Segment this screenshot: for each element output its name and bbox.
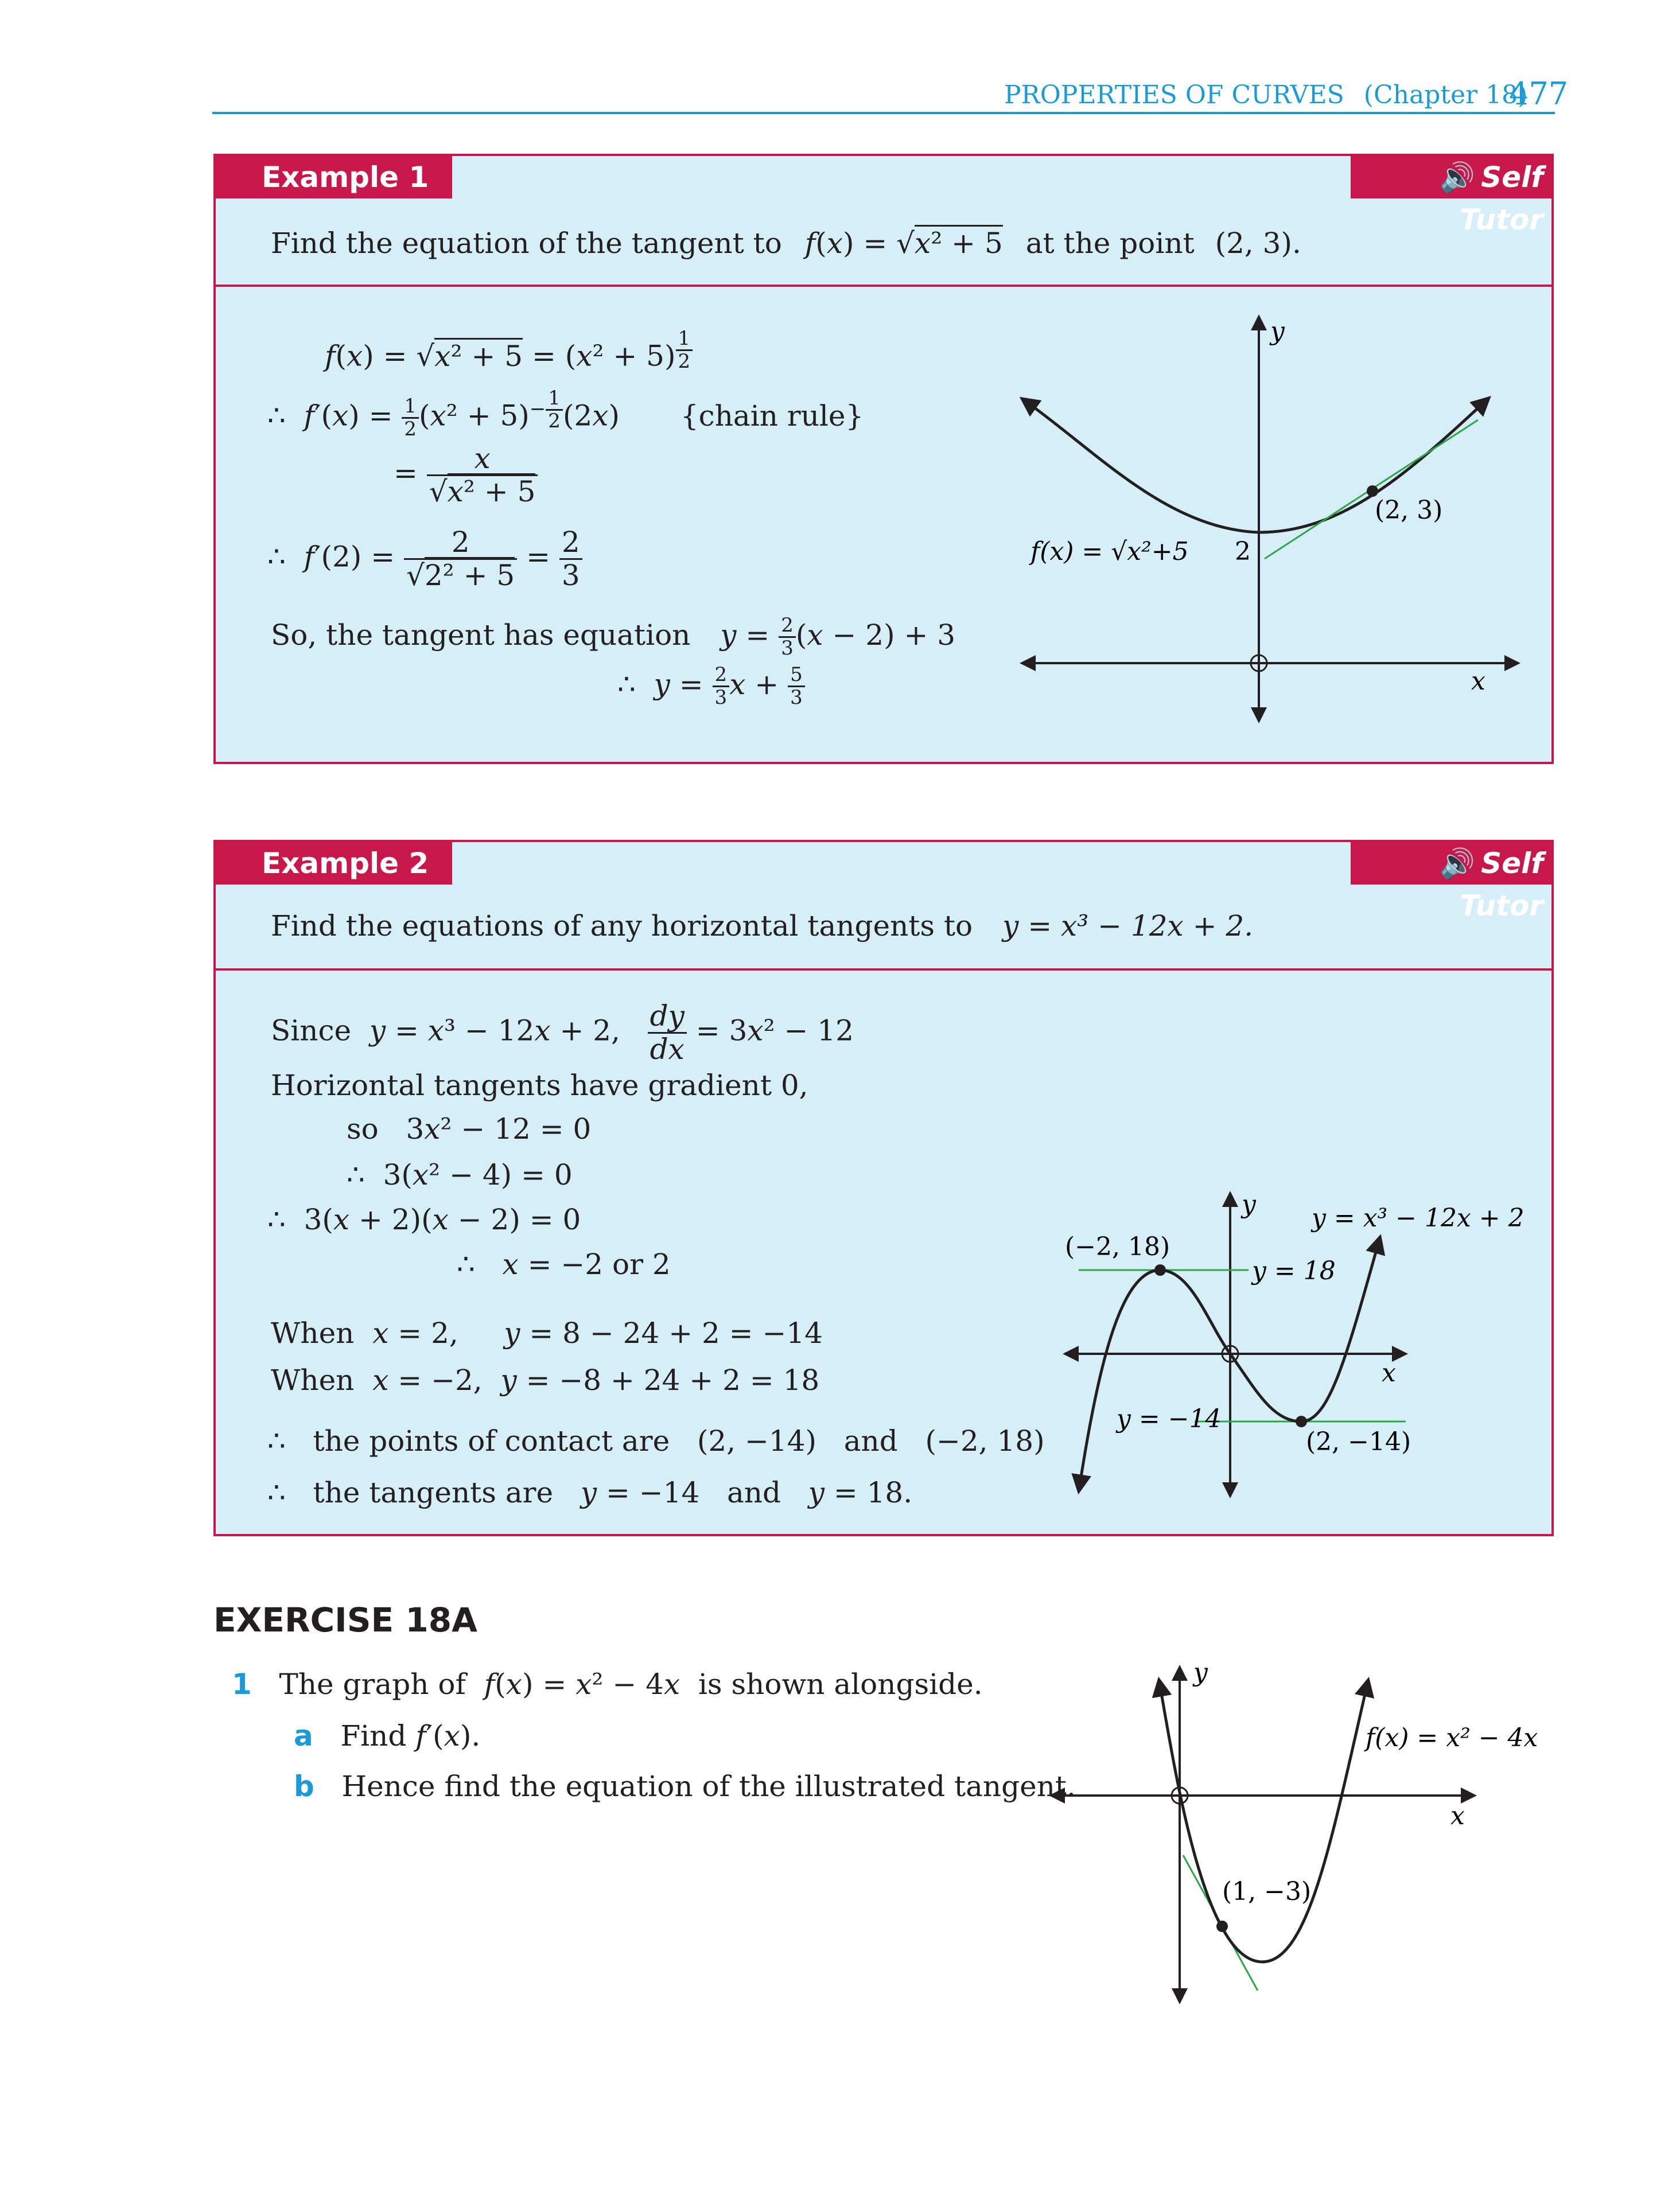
graph1-point-label: (2, 3) (1375, 496, 1443, 525)
ex2-horizontal-text: Horizontal tangents have gradient 0, (271, 1069, 808, 1102)
self-tutor-label: Self Tutor (1459, 161, 1543, 236)
when-word: When (271, 1317, 355, 1350)
self-tutor-label: Self Tutor (1459, 847, 1543, 922)
graph3-x-label: x (1450, 1801, 1465, 1831)
exercise-q1-b (294, 1769, 1076, 1804)
q1-lead: The graph of (279, 1668, 466, 1701)
when-word: When (271, 1364, 355, 1397)
example-2-tab: Example 2 (216, 842, 452, 885)
so-text: So, the tangent has equation (271, 618, 691, 652)
header-rule (212, 112, 1555, 114)
exercise-graph (1033, 1652, 1549, 2031)
ex1-tangent-line-1: So, the tangent has equation y = $\frac{2}{3}$ (x − 2) + 3 (271, 614, 956, 660)
question-point: (2, 3). (1215, 227, 1301, 260)
graph3-point-label: (1, −3) (1222, 1877, 1312, 1906)
question-number: 1 (232, 1668, 252, 1701)
since-word: Since (271, 1014, 352, 1047)
example-2-graph (216, 842, 1551, 1534)
running-title: PROPERTIES OF CURVES (1004, 80, 1344, 110)
graph1-y-label: y (1270, 317, 1285, 346)
part-a-label: a (294, 1719, 313, 1753)
exercise-q1-a: a Find f′(x). (294, 1719, 481, 1753)
tangents-text: the tangents are (313, 1476, 554, 1509)
example-1-question: Find the equation of the tangent to f(x) = √x² + 5 at the point (2, 3). (271, 226, 1301, 260)
graph2-func-label: y = x³ − 12x + 2 (1312, 1204, 1525, 1233)
graph2-max-label: (−2, 18) (1065, 1232, 1170, 1261)
point-min (1296, 1416, 1307, 1427)
page-number: 477 (1509, 76, 1569, 112)
ex2-step-1: so 3x² − 12 = 0 (347, 1112, 592, 1146)
therefore-symbol: ∴ (267, 399, 286, 433)
part-b-text: Hence find the equation of the illustrated tangent. (341, 1770, 1076, 1803)
question-lead: Find the equations of any horizontal tangents to (271, 909, 973, 943)
part-a-text: Find (340, 1719, 407, 1753)
chapter-label: (Chapter 18) (1363, 80, 1528, 110)
ex2-step-2: ∴ 3(x² − 4) = 0 (347, 1158, 573, 1191)
ex2-when-1: When x = 2, y = 8 − 24 + 2 = −14 (271, 1317, 823, 1350)
point-1-minus-3 (1216, 1921, 1228, 1932)
graph2-y-label: y (1242, 1190, 1256, 1219)
ex1-step-1: f(x) = √x² + 5 = (x² + 5) $^{\frac{1}{2}}$ (325, 328, 693, 373)
example-1-box (213, 154, 1554, 764)
or-word: or (612, 1248, 643, 1281)
speaker-icon: 🔊 (1439, 161, 1476, 194)
so-word: so (347, 1112, 379, 1146)
exercise-title: EXERCISE 18A (213, 1600, 477, 1639)
part-b-label: b (294, 1770, 314, 1803)
ex2-step-3: ∴ 3(x + 2)(x − 2) = 0 (267, 1203, 581, 1236)
example-1-tab: Example 1 (216, 156, 452, 198)
example-1-graph (216, 156, 1551, 762)
contact-text: the points of contact are (313, 1424, 670, 1458)
ex2-contact: ∴ the points of contact are (2, −14) and (−2, 18) (267, 1424, 1045, 1458)
chain-rule-note: {chain rule} (680, 399, 864, 433)
curve-parabola (1160, 1687, 1367, 1962)
graph2-tan-bottom-label: y = −14 (1117, 1404, 1222, 1434)
ex2-derivative: Since y = x³ − 12x + 2, $\frac{dy}{dx}$ = 3x² − 12 (271, 999, 854, 1066)
point-max (1154, 1264, 1166, 1276)
running-header (1004, 80, 1527, 110)
ex2-when-2: When x = −2, y = −8 + 24 + 2 = 18 (271, 1364, 820, 1397)
ex2-step-4: ∴ x = −2 or 2 (457, 1248, 671, 1281)
ex1-tangent-line-2: ∴ y = $\frac{2}{3}$ x + $\frac{5}{3}$ (617, 664, 805, 709)
graph3-func-label: f(x) = x² − 4x (1366, 1723, 1538, 1753)
graph2-min-label: (2, −14) (1306, 1427, 1411, 1457)
graph1-intercept-label: 2 (1235, 537, 1251, 566)
graph1-x-label: x (1471, 667, 1485, 696)
example-2-box (213, 840, 1554, 1536)
question-func: y = x³ − 12x + 2. (1002, 909, 1254, 943)
graph1-func-label: f(x) = √x²+5 (1030, 537, 1189, 566)
graph2-x-label: x (1382, 1358, 1396, 1388)
graph3-y-label: y (1193, 1658, 1208, 1687)
ex1-step-4: ∴ f′(2) = $\frac{2}{\text{√2² + 5}}$ = $\frac{2}{3}$ (267, 527, 582, 591)
ex1-step-3: = $\frac{x}{\text{√x² + 5}}$ (394, 443, 538, 508)
ex2-tangents: ∴ the tangents are y = −14 and y = 18. (267, 1476, 913, 1509)
ex1-step-2: ∴ f′(x) = $\frac{1}{2}$ $(x^2 + 5)^{- \frac{1}{2}}$ (2x) {chain rule} (267, 387, 864, 441)
question-tail: at the point (1025, 227, 1195, 260)
speaker-icon: 🔊 (1439, 847, 1476, 880)
and-word: and (843, 1424, 898, 1458)
point-2-3 (1367, 485, 1378, 497)
question-lead: Find the equation of the tangent to (271, 227, 782, 260)
q1-tail: is shown alongside. (698, 1668, 983, 1701)
exercise-q1: 1 The graph of f(x) = x² − 4x is shown alongside. (232, 1668, 983, 1701)
and-word: and (726, 1476, 781, 1509)
graph2-tan-top-label: y = 18 (1252, 1256, 1336, 1286)
